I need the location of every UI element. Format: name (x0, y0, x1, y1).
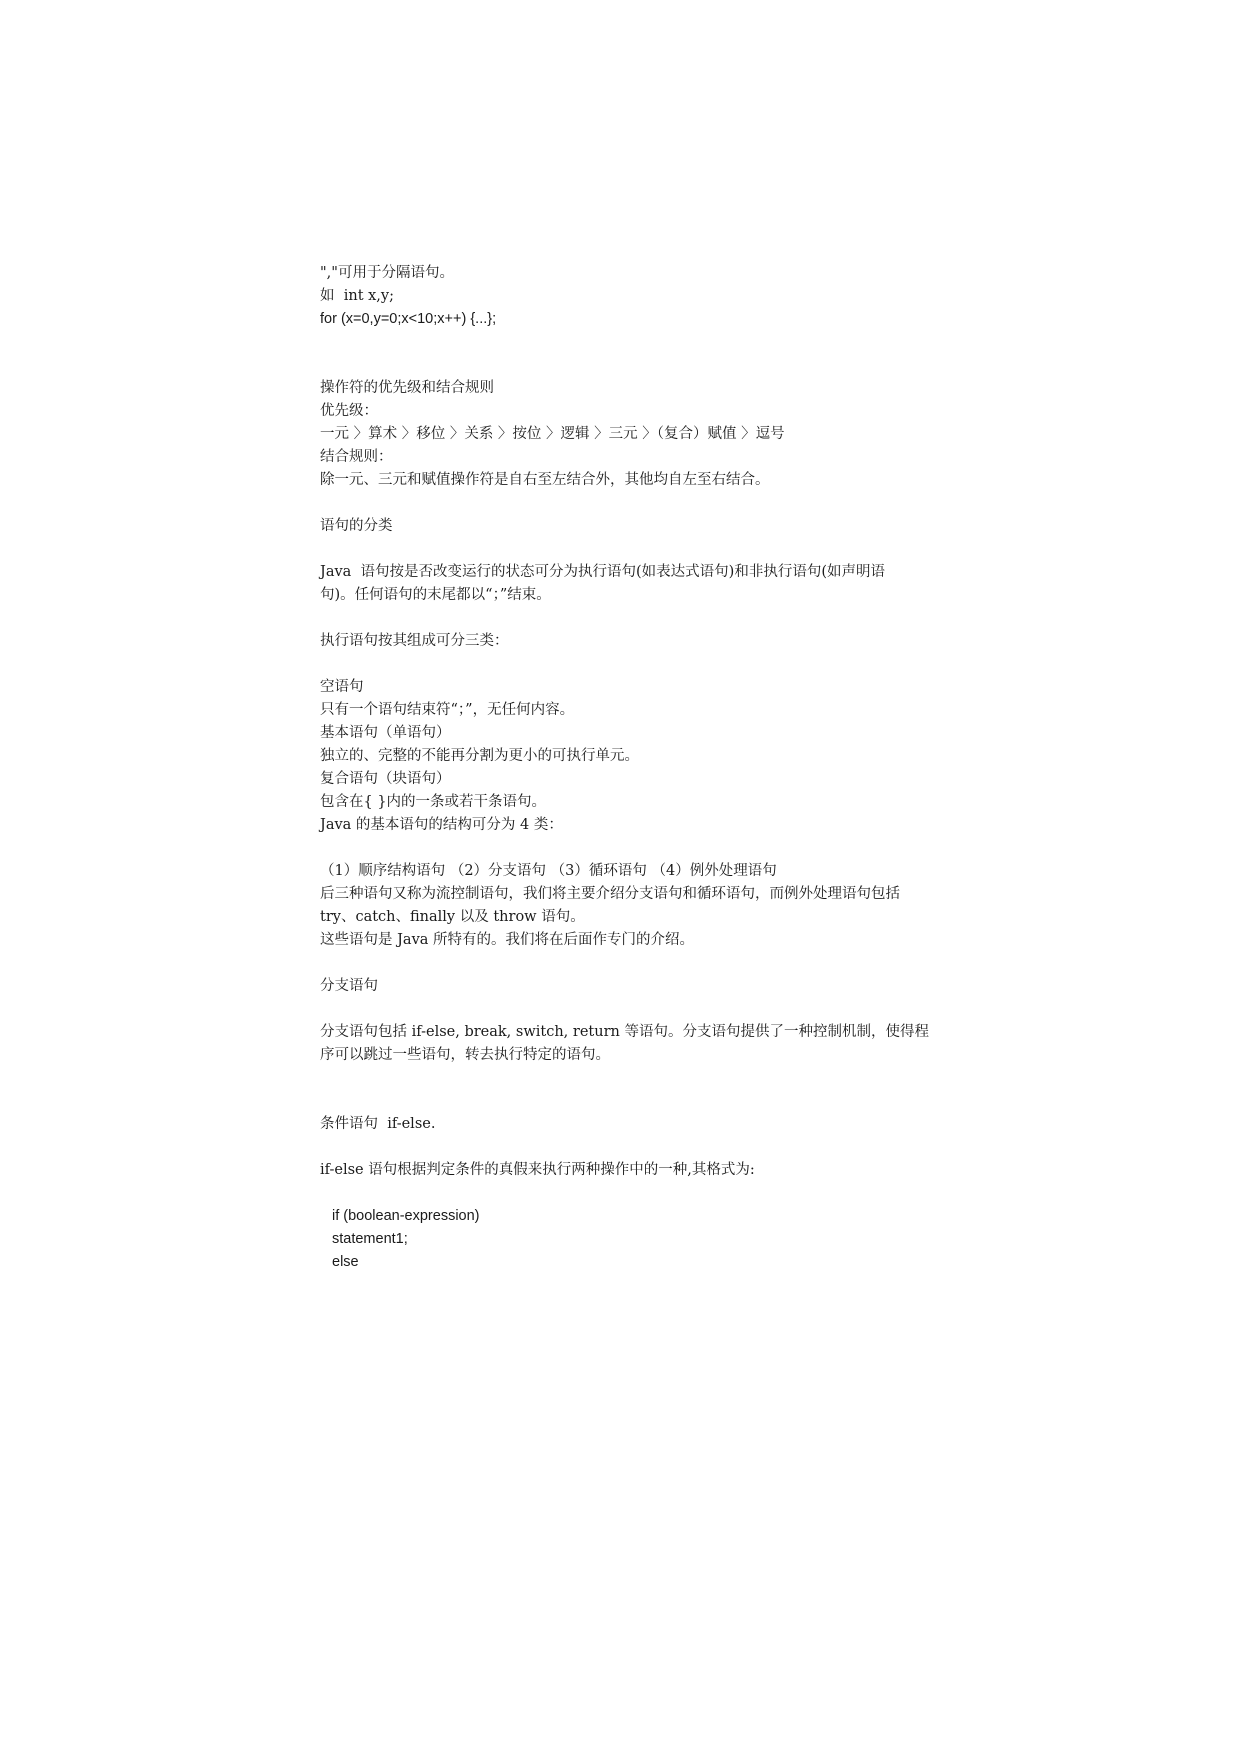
text-line: 复合语句（块语句） (320, 771, 451, 787)
text-line: Java 的基本语句的结构可分为 4 类： (320, 817, 563, 833)
text-line: 如 int x,y; (320, 288, 394, 304)
code-line: statement1; (332, 1231, 408, 1247)
text-line: 只有一个语句结束符“；”，无任何内容。 (320, 702, 575, 718)
section-heading: 操作符的优先级和结合规则 (320, 380, 494, 396)
spacer (320, 952, 940, 975)
text-line: 除一元、三元和赋值操作符是自右至左结合外，其他均自左至右结合。 (320, 472, 770, 488)
text-line: Java 语句按是否改变运行的状态可分为执行语句(如表达式语句)和非执行语句(如声明语 (320, 564, 885, 580)
spacer (320, 331, 940, 377)
spacer (320, 1067, 940, 1113)
text-line: 序可以跳过一些语句，转去执行特定的语句。 (320, 1047, 610, 1063)
text-line: （1）顺序结构语句 （2）分支语句 （3）循环语句 （4）例外处理语句 (320, 863, 777, 879)
text-line: 结合规则： (320, 449, 393, 465)
spacer (320, 837, 940, 860)
spacer (320, 1182, 940, 1205)
text-line: 句)。任何语句的末尾都以“；”结束。 (320, 587, 551, 603)
document-body (320, 262, 940, 1274)
text-line: 基本语句（单语句） (320, 725, 451, 741)
text-line: 空语句 (320, 679, 364, 695)
section-heading: 分支语句 (320, 978, 378, 994)
spacer (320, 538, 940, 561)
text-line: 独立的、完整的不能再分割为更小的可执行单元。 (320, 748, 639, 764)
text-line: try、catch、finally 以及 throw 语句。 (320, 909, 585, 925)
code-line: if (boolean-expression) (332, 1208, 480, 1224)
text-line: 后三种语句又称为流控制语句，我们将主要介绍分支语句和循环语句，而例外处理语句包括 (320, 886, 900, 902)
spacer (320, 1136, 940, 1159)
text-line: 一元 〉算术 〉移位 〉关系 〉按位 〉逻辑 〉三元 〉（复合）赋值 〉逗号 (320, 426, 785, 442)
text-line: ","可用于分隔语句。 (320, 265, 454, 281)
spacer (320, 998, 940, 1021)
text-line: 执行语句按其组成可分三类： (320, 633, 509, 649)
text-line: 这些语句是 Java 所特有的。我们将在后面作专门的介绍。 (320, 932, 695, 948)
section-heading: 条件语句 if-else. (320, 1116, 436, 1132)
code-line: else (332, 1254, 359, 1270)
text-line: 包含在{ }内的一条或若干条语句。 (320, 794, 547, 810)
text-line: 分支语句包括 if-else, break, switch, return 等语句。分支语句提供了一种控制机制，使得程 (320, 1024, 929, 1040)
text-line: if-else 语句根据判定条件的真假来执行两种操作中的一种,其格式为: (320, 1162, 755, 1178)
text-line: 优先级： (320, 403, 378, 419)
spacer (320, 607, 940, 630)
spacer (320, 653, 940, 676)
code-line: for (x=0,y=0;x<10;x++) {...}; (320, 311, 497, 327)
section-heading: 语句的分类 (320, 518, 393, 534)
spacer (320, 492, 940, 515)
